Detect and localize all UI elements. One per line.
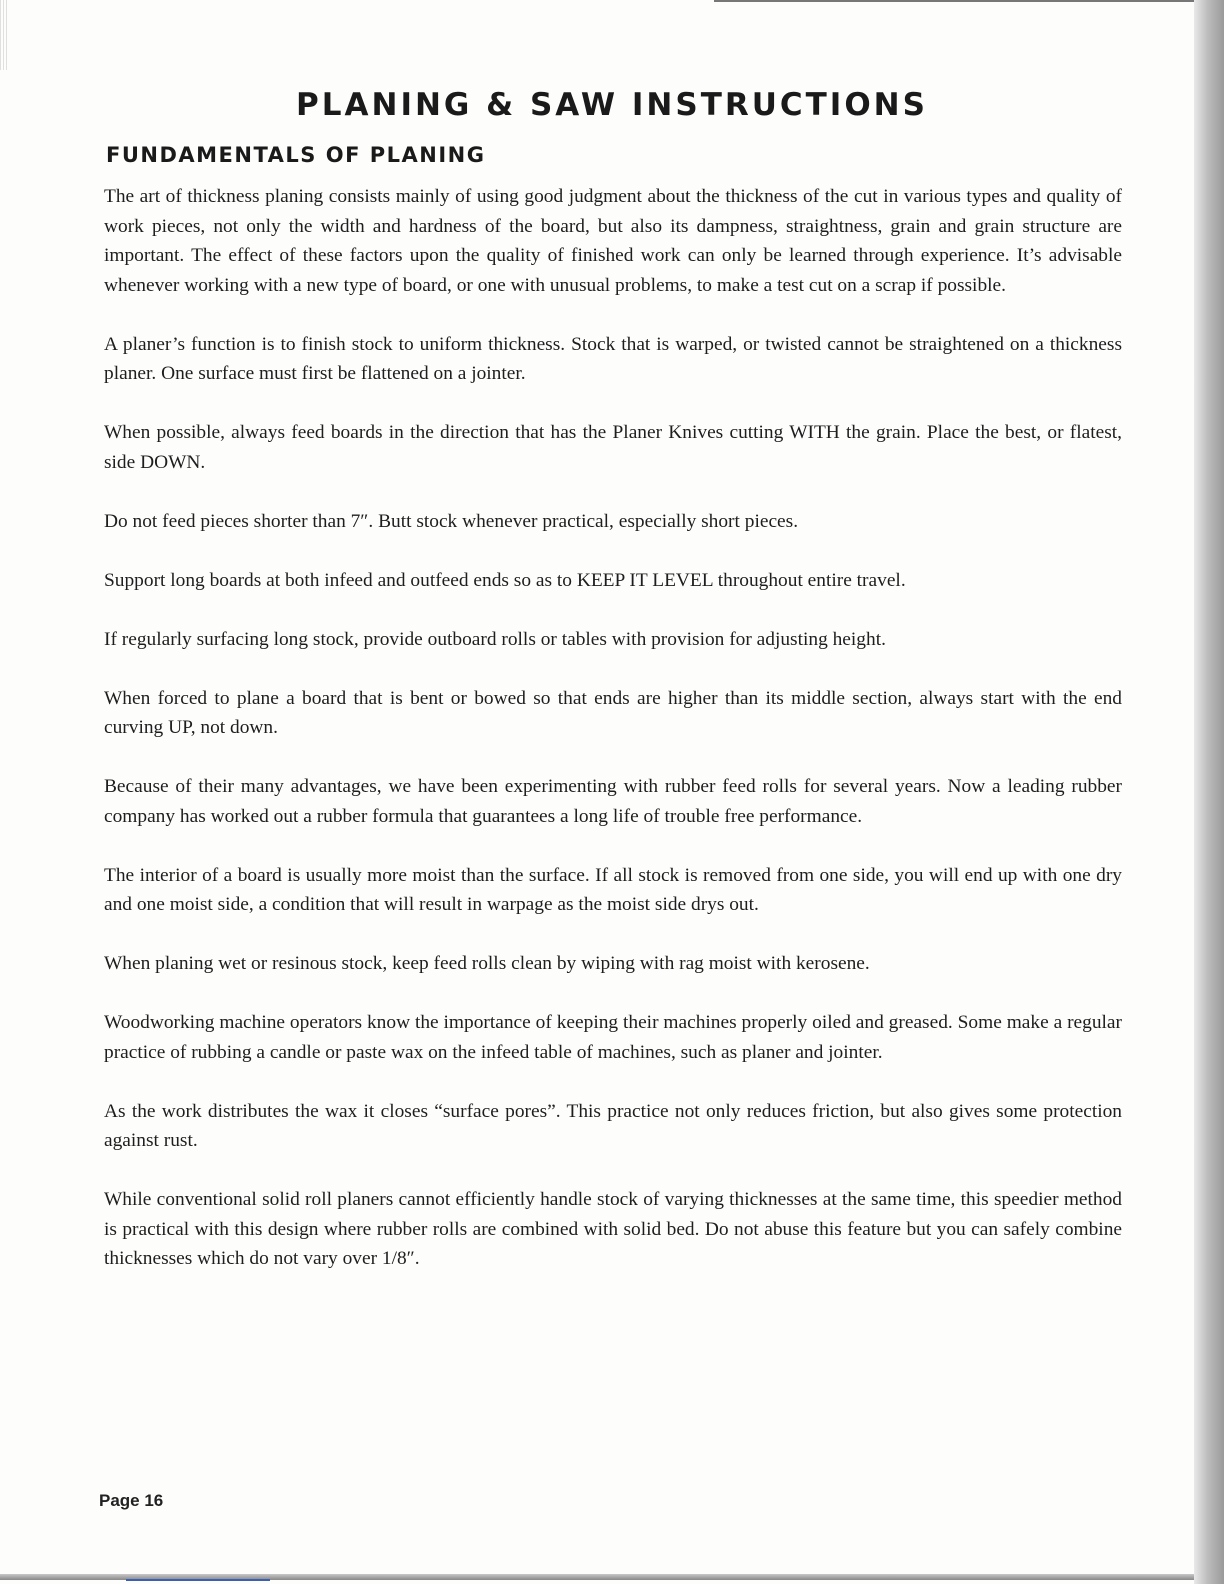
paragraph: As the work distributes the wax it closes “surface pores”. This practice not only reduces friction, but also gives some protection against rust. xyxy=(104,1100,1122,1151)
page-number: Page 16 xyxy=(99,1491,164,1510)
paragraph: Support long boards at both infeed and outfeed ends so as to KEEP IT LEVEL throughout entire travel. xyxy=(104,569,906,591)
paragraph: When possible, always feed boards in the direction that has the Planer Knives cutting WITH the grain. Place the best, or flatest, side DOWN. xyxy=(104,422,1122,473)
scan-bottom-mark xyxy=(126,1579,270,1581)
page-title: PLANING & SAW INSTRUCTIONS xyxy=(296,87,928,123)
paragraph: Woodworking machine operators know the importance of keeping their machines properly oiled and greased. Some make a regular practice of rubbing a candle or paste wax on the infeed table of machines, such as planer and jointer. xyxy=(104,1012,1122,1063)
scan-right-edge xyxy=(1194,0,1224,1584)
paragraph: When planing wet or resinous stock, keep feed rolls clean by wiping with rag moist with kerosene. xyxy=(104,953,870,974)
paragraph: While conventional solid roll planers cannot efficiently handle stock of varying thicknesses at the same time, this speedier method is practical with this design where rubber rolls are combined with solid bed. Do not abuse this feature but you can safely combine thicknesses which do not vary over 1/8″. xyxy=(104,1189,1122,1269)
paragraph: The art of thickness planing consists mainly of using good judgment about the thickness of the cut in various types and quality of work pieces, not only the width and hardness of the board, but also its dampness, straightness, grain and grain structure are important. The effect of these factors upon the quality of finished work can only be learned through experience. It’s advisable whenever working with a new type of board, or one with unusual problems, to make a test cut on a scrap if possible. xyxy=(104,186,1122,296)
paragraph: If regularly surfacing long stock, provide outboard rolls or tables with provision for adjusting height. xyxy=(104,628,886,650)
body-text xyxy=(104,182,1122,1303)
scan-left-edge xyxy=(0,0,8,70)
scan-top-line xyxy=(714,0,1194,2)
paragraph: A planer’s function is to finish stock to uniform thickness. Stock that is warped, or twisted cannot be straightened on a thickness planer. One surface must first be flattened on a jointer. xyxy=(104,333,1122,384)
paragraph: The interior of a board is usually more moist than the surface. If all stock is removed from one side, you will end up with one dry and one moist side, a condition that will result in warpage as the moist side drys out. xyxy=(104,864,1122,915)
paragraph: Because of their many advantages, we have been experimenting with rubber feed rolls for several years. Now a leading rubber company has worked out a rubber formula that guarantees a long life of trouble free performance. xyxy=(104,776,1122,827)
paragraph: Do not feed pieces shorter than 7″. Butt stock whenever practical, especially short pieces. xyxy=(104,510,799,532)
section-heading: FUNDAMENTALS OF PLANING xyxy=(106,143,486,167)
paragraph: When forced to plane a board that is bent or bowed so that ends are higher than its middle section, always start with the end curving UP, not down. xyxy=(104,687,1122,738)
